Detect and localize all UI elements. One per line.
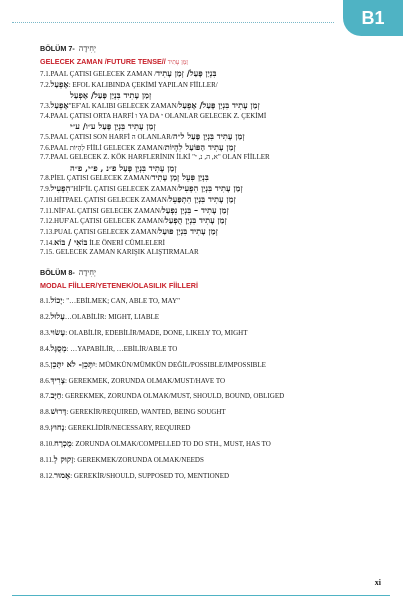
toc-item[interactable]: 7.6.PAAL לִהְיוֹת FİİLİ GELECEK ZAMAN/זְמַן עָתִיד הַפּוֹעַל לִהְיוֹת: [40, 141, 236, 152]
toc-item[interactable]: 8.9.נָחוּץ: GEREKLİDİR/NECESSARY, REQUIRED: [40, 422, 191, 433]
level-label: B1: [361, 7, 385, 28]
toc-item[interactable]: 7.4.PAAL ÇATISI ORTA HARFİ ו YA DA י OLANLAR GELECEK Z. ÇEKİMİ: [40, 111, 267, 120]
header-dotted-line: [12, 22, 334, 23]
toc-item[interactable]: 8.12.אָמוּר: GEREKİR/SHOULD, SUPPOSED TO, MENTIONED: [40, 470, 230, 481]
toc-item[interactable]: 7.10.HİTPAEL ÇATISI GELECEK ZAMAN/זְמַן עָתִיד בִּנְיַן הִתְפַּעֵל: [40, 193, 236, 204]
toc-item[interactable]: 7.9.הִפְעִיל"HİF'İL ÇATISI GELECEK ZAMAN/זְמַן עָתִיד בִּנְיַן הִפְעִיל: [40, 183, 243, 194]
toc-item[interactable]: 8.2.עָלוּל…OLABİLİR: MIGHT, LIABLE: [40, 310, 160, 321]
toc-item[interactable]: 7.14.בּוֹאִי / בּוֹא İLE ÖNERİ CÜMLELERİ: [40, 236, 166, 247]
toc-item[interactable]: 7.2.אֶפְעַל: EFOL KALIBINDA ÇEKİMİ YAPILAN FİİLLER/: [40, 78, 218, 89]
level-tab: [343, 0, 403, 36]
table-of-contents: [40, 40, 360, 484]
toc-item[interactable]: 7.12.HUF'AL ÇATISI GELECEK ZAMAN/זְמַן עָתִיד בִּנְיַן הֻפְעַל: [40, 215, 227, 226]
section-7-title: BÖLÜM 7- יְחִידָה: [40, 44, 97, 53]
section-8-title: BÖLÜM 8- יְחִידָה: [40, 268, 97, 278]
toc-item[interactable]: 7.5.PAAL ÇATISI SON HARFİ ה OLANLAR/זְמַן עָתִיד בִּנְיַן פָּעַל ל״ה: [40, 130, 245, 141]
toc-item[interactable]: 8.11.זָקוּק לְ: GEREKMEK/ZORUNDA OLMAK/NEEDS: [40, 454, 204, 465]
toc-item[interactable]: 8.6.צָרִיךְ: GEREKMEK, ZORUNDA OLMAK/MUST/HAVE TO: [40, 374, 226, 385]
section-8-subtitle: MODAL FİİLLER/YETENEK/OLASILIK FİİLLERİ: [40, 281, 198, 291]
toc-item[interactable]: 7.8.PİEL ÇATISI GELECEK ZAMAN/בִּנְיַן פִּעֵל זְמַן עָתִיד: [40, 172, 209, 183]
toc-item[interactable]: 7.3.אֶפְעַל"EF'AL KALIBI GELECEK ZAMAN/זְמַן עָתִיד בִּנְיַן פָּעַל/ אֶפְעַל: [40, 99, 260, 110]
toc-item[interactable]: 7.1.PAAL ÇATISI GELECEK ZAMAN /בִּנְיַן פָּעַל/ זְמַן עָתִיד: [40, 68, 217, 78]
toc-item[interactable]: 8.10.מֻכְרָח: ZORUNDA OLMAK/COMPELLED TO DO STH., MUST, HAS TO: [40, 438, 271, 449]
toc-item[interactable]: 8.8.דָּרוּשׁ: GEREKİR/REQUIRED, WANTED, BEING SOUGHT: [40, 406, 226, 417]
toc-item[interactable]: 7.13.PUAL ÇATISI GELECEK ZAMAN/זְמַן עָתִיד בִּנְיַן פּוּעַל: [40, 225, 218, 236]
toc-item[interactable]: 7.11.NİF'AL ÇATISI GELECEK ZAMAN/זְמַן עָתִיד – בִּנְיַן נִפְעַל: [40, 204, 229, 215]
toc-item[interactable]: 8.5.יִתָּכֵן- לֹא יִתָּכֵן: MÜMKÜN/MÜMKÜN DEĞİL/POSSIBLE/IMPOSSIBLE: [40, 358, 266, 369]
footer-rule: [12, 595, 390, 596]
toc-item[interactable]: 7.7.PAAL GELECEK Z. KÖK HARFLERİNIN İLKİ "א, ה, נ, י" OLAN FİİLLER: [40, 153, 270, 162]
page-number: xi: [374, 578, 381, 587]
toc-item-hebrew: זְמַן עָתִיד בִּנְיַן פָּעַל/ אֶפְעַל: [70, 90, 152, 101]
toc-item[interactable]: 8.3.עָשׂוּי: OLABİLİR, EDEBİLİR/MADE, DONE, LIKELY TO, MIGHT: [40, 326, 248, 337]
toc-item[interactable]: 8.1.יָכוֹל: "…EBİLMEK; CAN, ABLE TO, MAY": [40, 295, 180, 306]
toc-item[interactable]: 8.4.מְסֻגָּל: …YAPABİLİR, …EBİLİR/ABLE TO: [40, 342, 178, 353]
toc-item-hebrew: זְמַן עָתִיד בִּנְיַן פָּעַל פ״נ , פ״י, פ״ה: [70, 162, 177, 173]
toc-item[interactable]: 8.7.חַיָּב: GEREKMEK, ZORUNDA OLMAK/MUST, SHOULD, BOUND, OBLIGED: [40, 390, 285, 401]
section-7-subtitle: GELECEK ZAMAN /FUTURE TENSE// זְמַן עָתִיד: [40, 57, 188, 66]
toc-item-hebrew: זְמַן עָתִיד בִּנְיַן פָּעַל ע״ו/ ע״י: [70, 121, 156, 132]
toc-item[interactable]: 7.15. GELECEK ZAMAN KARIŞIK ALIŞTIRMALAR: [40, 248, 199, 257]
